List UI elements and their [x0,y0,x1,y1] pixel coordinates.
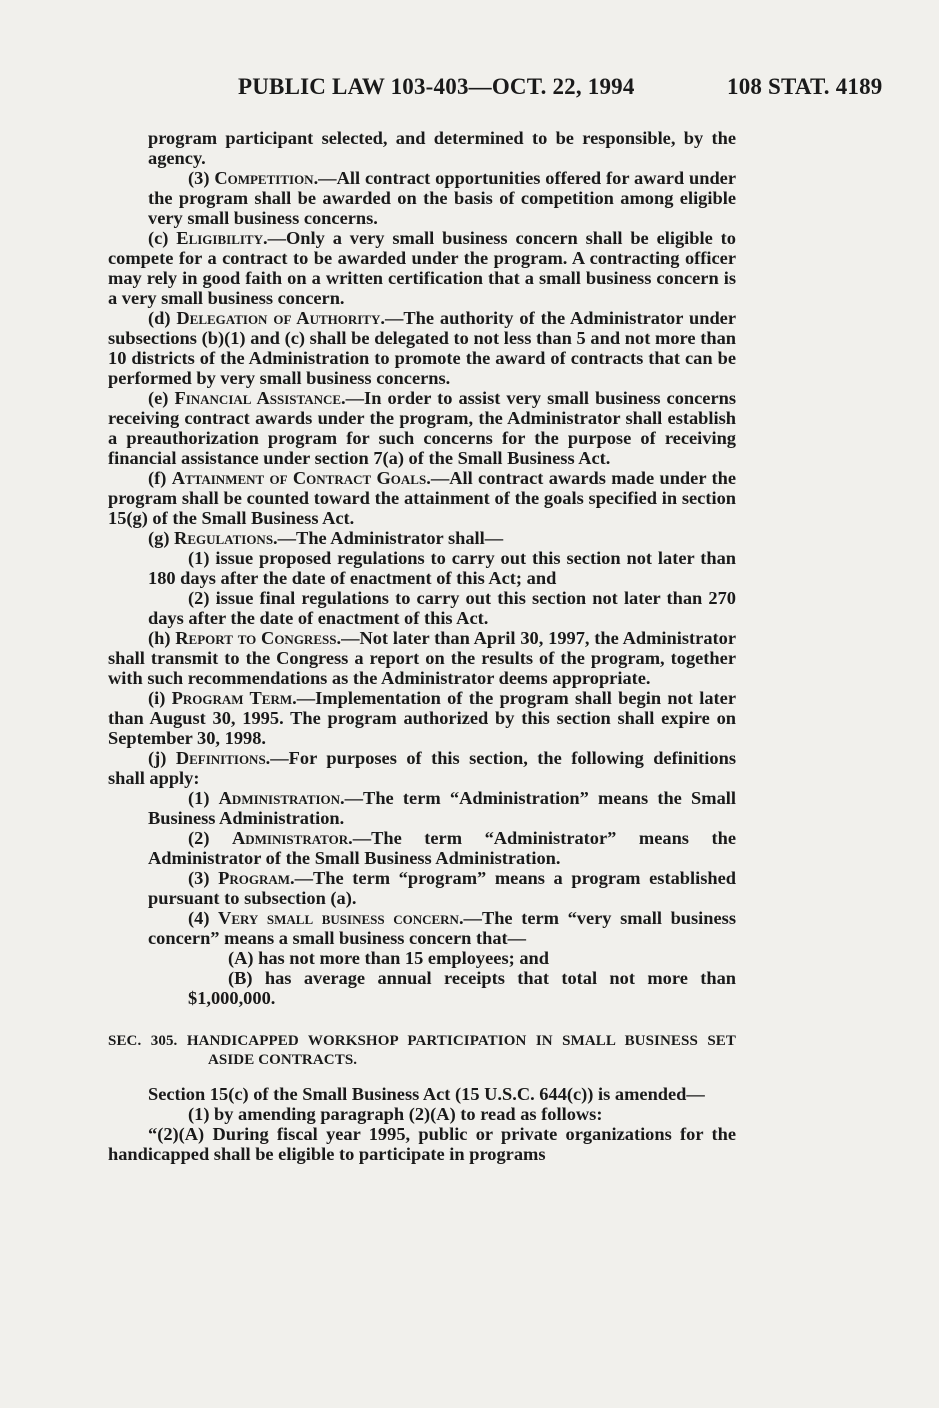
subsection-heading: Report to Congress. [175,628,342,648]
paragraph-text: —The term “Administration” means the Small Business Administration. [148,788,736,828]
subsection-text: —For purposes of this section, the following definitions shall apply: [108,748,736,788]
subsection-number: (h) [148,628,176,648]
definition-4 [108,908,736,948]
subsection-number: (f) [148,468,172,488]
body-text [108,128,736,1164]
subsection-heading: Program Term. [171,688,297,708]
paragraph-number: (1) [188,788,219,808]
paragraph-number: (4) [188,908,219,928]
public-law-citation: PUBLIC LAW 103-403—OCT. 22, 1994 [238,74,635,99]
definition-2 [108,828,736,868]
running-header [0,74,939,108]
subsection-h [108,628,736,688]
subsection-number: (c) [148,228,177,248]
paragraph-continuation: program participant selected, and determined to be responsible, by the agency. [148,128,736,168]
subsection-text: —The Administrator shall— [277,528,504,548]
subsection-text: —Only a very small business concern shall be eligible to compete for a contract to be awarded under the program. A contracting officer may rely in good faith on a written certification that a small business concern is a very small business concern. [108,228,736,308]
paragraph-g2: (2) issue final regulations to carry out this section not later than 270 days after the date of enactment of this Act. [148,588,736,628]
subsection-d [108,308,736,388]
paragraph-text: —The term “program” means a program established pursuant to subsection (a). [148,868,737,908]
paragraph-b3 [108,168,736,228]
subsection-i [108,688,736,748]
amendment-item-1: (1) by amending paragraph (2)(A) to read as follows: [188,1104,603,1124]
subsection-heading: Financial Assistance. [174,388,346,408]
subsection-j [108,748,736,788]
subsection-text: —Implementation of the program shall begin not later than August 30, 1995. The program authorized by this section shall expire on September 30, 1998. [108,688,736,748]
definition-1 [108,788,736,828]
subsection-number: (j) [148,748,176,768]
subsection-number: (g) [148,528,175,548]
clause-a: (A) has not more than 15 employees; and [228,948,549,968]
paragraph-heading: Competition. [214,168,319,188]
paragraph-number: (2) [188,828,232,848]
clause-b: (B) has average annual receipts that total not more than $1,000,000. [188,968,736,1008]
subsection-heading: Regulations. [174,528,278,548]
subsection-text: —The authority of the Administrator under subsections (b)(1) and (c) shall be delegated to not less than 5 and not more than 10 districts of the Administration to promote the award of contracts that can be performed by very small business concerns. [108,308,736,388]
amended-paragraph: “(2)(A) During fiscal year 1995, public or private organizations for the handicapped shall be eligible to participate in programs [108,1124,736,1164]
subsection-c [108,228,736,308]
paragraph-number: (3) [188,168,215,188]
paragraph-number: (3) [188,868,219,888]
subsection-text: —Not later than April 30, 1997, the Administrator shall transmit to the Congress a report on the results of the program, together with such recommendations as the Administrator deems appropriate. [108,628,736,688]
subsection-text: —In order to assist very small business concerns receiving contract awards under the program, the Administrator shall establish a preauthorization program for such concerns for the purpose of receiving financial assistance under section 7(a) of the Small Business Act. [108,388,737,468]
paragraph-heading: Administrator. [231,828,353,848]
paragraph-heading: Administration. [218,788,345,808]
subsection-heading: Delegation of Authority. [176,308,385,328]
statute-page-number: 108 STAT. 4189 [727,74,883,99]
subsection-e [108,388,736,468]
subsection-number: (d) [148,308,177,328]
subsection-g [108,528,736,548]
subsection-number: (i) [148,688,172,708]
section-heading: SEC. 305. HANDICAPPED WORKSHOP PARTICIPATION IN SMALL BUSINESS SET ASIDE CONTRACTS. [108,1033,736,1068]
paragraph-g1: (1) issue proposed regulations to carry out this section not later than 180 days after the date of enactment of this Act; and [148,548,736,588]
section-intro: Section 15(c) of the Small Business Act (15 U.S.C. 644(c)) is amended— [148,1084,705,1104]
paragraph-text: —The term “very small business concern” means a small business concern that— [148,908,736,948]
subsection-number: (e) [148,388,175,408]
paragraph-heading: Very small business concern. [218,908,464,928]
subsection-heading: Attainment of Contract Goals. [171,468,431,488]
subsection-heading: Eligibility. [176,228,268,248]
subsection-heading: Definitions. [175,748,271,768]
paragraph-heading: Program. [218,868,295,888]
paragraph-text: —The term “Administrator” means the Administrator of the Small Business Administration. [148,828,736,868]
subsection-f [108,468,736,528]
paragraph-text: —All contract opportunities offered for award under the program shall be awarded on the basis of competition among eligible very small business concerns. [148,168,736,228]
definition-3 [108,868,736,908]
subsection-text: —All contract awards made under the program shall be counted toward the attainment of the goals specified in section 15(g) of the Small Business Act. [108,468,736,528]
